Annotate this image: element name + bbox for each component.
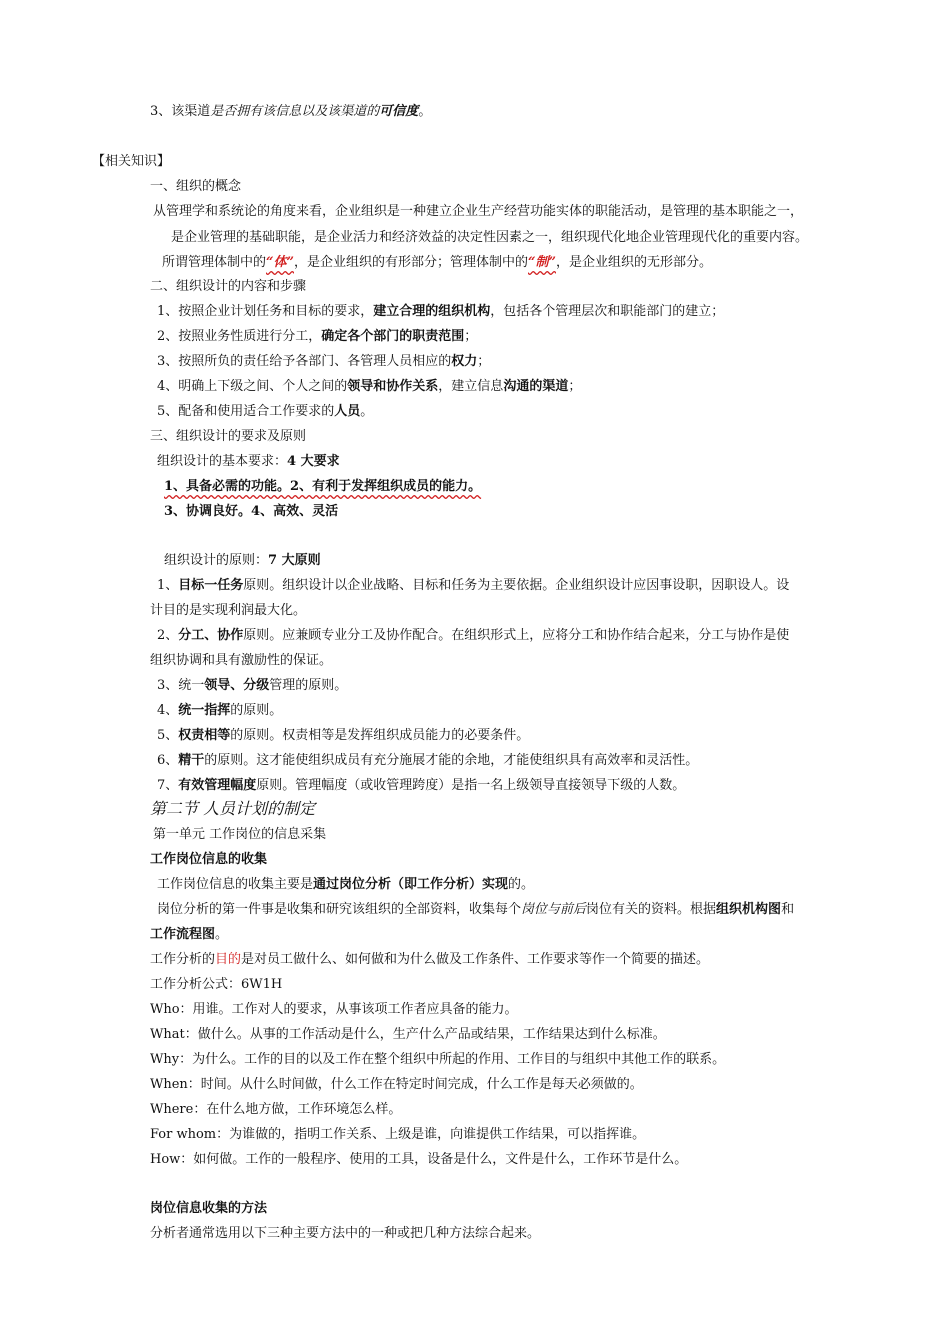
list-item: 4、明确上下级之间、个人之间的领导和协作关系，建立信息沟通的渠道；	[157, 379, 582, 394]
section-title: 第二节 人员计划的制定	[150, 799, 316, 818]
list-item: 5、权责相等的原则。权责相等是发挥组织成员能力的必要条件。	[157, 728, 530, 743]
paragraph-line: 分析者通常选用以下三种主要方法中的一种或把几种方法综合起来。	[150, 1226, 541, 1241]
paragraph-line: 工作分析公式：6W1H	[150, 977, 283, 992]
list-item: How：如何做。工作的一般程序、使用的工具，设备是什么，文件是什么，工作环节是什么。	[150, 1152, 688, 1167]
list-item: 2、分工、协作原则。应兼顾专业分工及协作配合。在组织形式上，应将分工和协作结合起来，分工与协作是使	[157, 628, 790, 643]
list-item: 3、按照所负的责任给予各部门、各管理人员相应的权力；	[157, 354, 491, 369]
paragraph-line: 工作岗位信息的收集主要是通过岗位分析（即工作分析）实现的。	[157, 877, 535, 892]
requirements-line: 3、协调良好。4、高效、灵活	[164, 504, 339, 519]
list-item: 1、按照企业计划任务和目标的要求，建立合理的组织机构，包括各个管理层次和职能部门的建立；	[157, 304, 725, 319]
paragraph-line: 从管理学和系统论的角度来看，企业组织是一种建立企业生产经营功能实体的职能活动，是管理的基本职能之一，	[153, 204, 804, 219]
list-item: 7、有效管理幅度原则。管理幅度（或收管理跨度）是指一名上级领导直接领导下级的人数。	[157, 778, 686, 793]
paragraph-line: 工作分析的目的是对员工做什么、如何做和为什么做及工作条件、工作要求等作一个简要的描述。	[150, 952, 710, 967]
list-item: When：时间。从什么时间做，什么工作在特定时间完成，什么工作是每天必须做的。	[150, 1077, 643, 1092]
heading-design-content-steps: 二、组织设计的内容和步骤	[150, 279, 307, 294]
paragraph-line: 是企业管理的基础职能，是企业活力和经济效益的决定性因素之一，组织现代化地企业管理现代化的重要内容。	[171, 230, 809, 245]
list-item: 5、配备和使用适合工作要求的人员。	[157, 404, 374, 419]
paragraph-line: 计目的是实现利润最大化。	[150, 603, 307, 618]
heading-design-requirements-principles: 三、组织设计的要求及原则	[150, 429, 307, 444]
channel-credibility-line: 3、该渠道是否拥有该信息以及该渠道的可信度。	[150, 104, 432, 119]
paragraph-line: 组织设计的基本要求：4 大要求	[157, 454, 340, 469]
requirements-line: 1、具备必需的功能。2、有利于发挥组织成员的能力。	[164, 479, 482, 494]
list-item: 2、按照业务性质进行分工，确定各个部门的职责范围；	[157, 329, 478, 344]
list-item: What：做什么。从事的工作活动是什么，生产什么产品或结果，工作结果达到什么标准。	[150, 1027, 666, 1042]
subheading: 工作岗位信息的收集	[150, 852, 268, 867]
list-item: Why：为什么。工作的目的以及工作在整个组织中所起的作用、工作目的与组织中其他工作的联系。	[150, 1052, 726, 1067]
paragraph-line: 所谓管理体制中的“体”，是企业组织的有形部分；管理体制中的“制”，是企业组织的无形部分。	[162, 255, 712, 270]
paragraph-line: 组织设计的原则：7 大原则	[164, 553, 321, 568]
list-item: 1、目标一任务原则。组织设计以企业战略、目标和任务为主要依据。企业组织设计应因事设职，因职设人。设	[157, 578, 790, 593]
list-item: Where：在什么地方做，工作环境怎么样。	[150, 1102, 402, 1117]
list-item: 6、精干的原则。这才能使组织成员有充分施展才能的余地，才能使组织具有高效率和灵活性。	[157, 753, 699, 768]
list-item: For whom：为谁做的，指明工作关系、上级是谁，向谁提供工作结果，可以指挥谁。	[150, 1127, 646, 1142]
list-item: 4、统一指挥的原则。	[157, 703, 283, 718]
heading-organization-concept: 一、组织的概念	[150, 179, 242, 194]
list-item: Who：用谁。工作对人的要求，从事该项工作者应具备的能力。	[150, 1002, 518, 1017]
subheading: 岗位信息收集的方法	[150, 1201, 268, 1216]
unit-title: 第一单元 工作岗位的信息采集	[153, 827, 327, 842]
paragraph-line: 岗位分析的第一件事是收集和研究该组织的全部资料，收集每个岗位与前后岗位有关的资料。根据组织机构图和	[157, 902, 795, 917]
list-item: 3、统一领导、分级管理的原则。	[157, 678, 348, 693]
paragraph-line: 工作流程图。	[150, 927, 229, 942]
section-heading-related-knowledge: 【相关知识】	[92, 154, 171, 169]
paragraph-line: 组织协调和具有激励性的保证。	[150, 653, 333, 668]
